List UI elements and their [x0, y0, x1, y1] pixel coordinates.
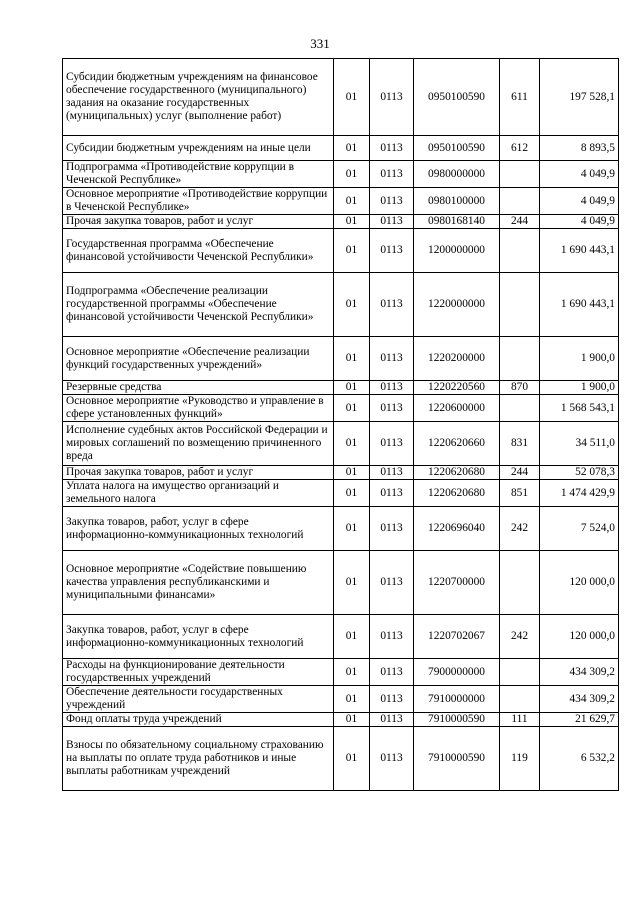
cell-section: 01	[334, 188, 370, 215]
cell-target-article: 1220620680	[414, 480, 500, 507]
cell-section: 01	[334, 229, 370, 273]
budget-table-body	[63, 59, 619, 791]
cell-name: Подпрограмма «Противодействие коррупции в Чеченской Республике»	[63, 161, 334, 188]
cell-target-article: 7910000000	[414, 686, 500, 713]
cell-expense-type	[500, 659, 540, 686]
cell-target-article: 1220702067	[414, 615, 500, 659]
table-row	[63, 59, 619, 136]
cell-expense-type: 119	[500, 727, 540, 791]
cell-expense-type: 242	[500, 507, 540, 551]
cell-target-article: 1220200000	[414, 337, 500, 381]
cell-amount: 434 309,2	[540, 659, 619, 686]
cell-name: Уплата налога на имущество организаций и земельного налога	[63, 480, 334, 507]
cell-expense-type: 611	[500, 59, 540, 136]
cell-subsection: 0113	[370, 136, 414, 161]
cell-section: 01	[334, 507, 370, 551]
table-row	[63, 727, 619, 791]
cell-amount: 4 049,9	[540, 161, 619, 188]
cell-section: 01	[334, 713, 370, 727]
cell-subsection: 0113	[370, 480, 414, 507]
cell-section: 01	[334, 659, 370, 686]
cell-amount: 1 900,0	[540, 381, 619, 395]
cell-target-article: 7900000000	[414, 659, 500, 686]
cell-amount: 34 511,0	[540, 422, 619, 466]
cell-name: Субсидии бюджетным учреждениям на финансовое обеспечение государственного (муниципального) задания на оказание государственных (муниципальных) услуг (выполнение работ)	[63, 59, 334, 136]
cell-expense-type	[500, 686, 540, 713]
cell-amount: 1 690 443,1	[540, 229, 619, 273]
cell-name: Основное мероприятие «Руководство и управление в сфере установленных функций»	[63, 395, 334, 422]
cell-subsection: 0113	[370, 422, 414, 466]
cell-section: 01	[334, 466, 370, 480]
cell-section: 01	[334, 395, 370, 422]
cell-expense-type: 831	[500, 422, 540, 466]
cell-section: 01	[334, 136, 370, 161]
cell-amount: 434 309,2	[540, 686, 619, 713]
cell-name: Закупка товаров, работ, услуг в сфере информационно-коммуникационных технологий	[63, 507, 334, 551]
cell-subsection: 0113	[370, 215, 414, 229]
cell-subsection: 0113	[370, 551, 414, 615]
cell-subsection: 0113	[370, 507, 414, 551]
cell-name: Основное мероприятие «Противодействие коррупции в Чеченской Республике»	[63, 188, 334, 215]
cell-target-article: 0950100590	[414, 59, 500, 136]
table-row	[63, 337, 619, 381]
cell-target-article: 1220620660	[414, 422, 500, 466]
cell-subsection: 0113	[370, 659, 414, 686]
cell-section: 01	[334, 381, 370, 395]
cell-section: 01	[334, 161, 370, 188]
cell-section: 01	[334, 480, 370, 507]
page-number: 331	[310, 36, 330, 51]
cell-expense-type: 244	[500, 466, 540, 480]
cell-section: 01	[334, 686, 370, 713]
table-row	[63, 422, 619, 466]
cell-name: Подпрограмма «Обеспечение реализации государственной программы «Обеспечение финансовой устойчивости Чеченской Республики»	[63, 273, 334, 337]
cell-subsection: 0113	[370, 273, 414, 337]
cell-section: 01	[334, 727, 370, 791]
cell-name: Расходы на функционирование деятельности государственных учреждений	[63, 659, 334, 686]
cell-name: Прочая закупка товаров, работ и услуг	[63, 215, 334, 229]
cell-expense-type: 612	[500, 136, 540, 161]
cell-expense-type: 111	[500, 713, 540, 727]
table-row	[63, 480, 619, 507]
cell-amount: 120 000,0	[540, 615, 619, 659]
cell-section: 01	[334, 59, 370, 136]
cell-amount: 6 532,2	[540, 727, 619, 791]
table-row	[63, 615, 619, 659]
cell-expense-type: 851	[500, 480, 540, 507]
cell-name: Основное мероприятие «Содействие повышению качества управления республиканскими и муниципальными финансами»	[63, 551, 334, 615]
table-row	[63, 395, 619, 422]
cell-amount: 4 049,9	[540, 188, 619, 215]
cell-expense-type	[500, 188, 540, 215]
cell-target-article: 0980168140	[414, 215, 500, 229]
cell-name: Фонд оплаты труда учреждений	[63, 713, 334, 727]
cell-amount: 1 900,0	[540, 337, 619, 381]
cell-subsection: 0113	[370, 337, 414, 381]
cell-name: Субсидии бюджетным учреждениям на иные цели	[63, 136, 334, 161]
cell-amount: 197 528,1	[540, 59, 619, 136]
table-row	[63, 551, 619, 615]
cell-subsection: 0113	[370, 381, 414, 395]
cell-amount: 1 568 543,1	[540, 395, 619, 422]
cell-expense-type: 244	[500, 215, 540, 229]
table-row	[63, 686, 619, 713]
cell-subsection: 0113	[370, 615, 414, 659]
table-row	[63, 188, 619, 215]
cell-name: Исполнение судебных актов Российской Федерации и мировых соглашений по возмещению причиненного вреда	[63, 422, 334, 466]
cell-target-article: 0950100590	[414, 136, 500, 161]
cell-target-article: 7910000590	[414, 727, 500, 791]
cell-target-article: 1220220560	[414, 381, 500, 395]
table-row	[63, 713, 619, 727]
cell-expense-type	[500, 161, 540, 188]
table-row	[63, 273, 619, 337]
cell-target-article: 1220620680	[414, 466, 500, 480]
cell-section: 01	[334, 337, 370, 381]
cell-amount: 52 078,3	[540, 466, 619, 480]
cell-amount: 1 474 429,9	[540, 480, 619, 507]
cell-subsection: 0113	[370, 713, 414, 727]
cell-expense-type	[500, 229, 540, 273]
cell-target-article: 1220696040	[414, 507, 500, 551]
table-row	[63, 659, 619, 686]
table-row	[63, 229, 619, 273]
cell-expense-type	[500, 551, 540, 615]
cell-amount: 120 000,0	[540, 551, 619, 615]
cell-subsection: 0113	[370, 229, 414, 273]
cell-section: 01	[334, 422, 370, 466]
cell-expense-type: 242	[500, 615, 540, 659]
table-row	[63, 161, 619, 188]
cell-section: 01	[334, 551, 370, 615]
cell-subsection: 0113	[370, 686, 414, 713]
table-row	[63, 215, 619, 229]
cell-expense-type	[500, 395, 540, 422]
cell-amount: 1 690 443,1	[540, 273, 619, 337]
table-row	[63, 466, 619, 480]
cell-section: 01	[334, 215, 370, 229]
cell-subsection: 0113	[370, 466, 414, 480]
cell-expense-type	[500, 337, 540, 381]
cell-target-article: 1200000000	[414, 229, 500, 273]
cell-section: 01	[334, 273, 370, 337]
cell-target-article: 0980100000	[414, 188, 500, 215]
budget-table	[62, 58, 619, 791]
cell-subsection: 0113	[370, 59, 414, 136]
cell-amount: 7 524,0	[540, 507, 619, 551]
cell-name: Обеспечение деятельности государственных учреждений	[63, 686, 334, 713]
cell-subsection: 0113	[370, 395, 414, 422]
table-row	[63, 381, 619, 395]
cell-subsection: 0113	[370, 161, 414, 188]
cell-name: Взносы по обязательному социальному страхованию на выплаты по оплате труда работников и иные выплаты работникам учреждений	[63, 727, 334, 791]
cell-name: Прочая закупка товаров, работ и услуг	[63, 466, 334, 480]
cell-amount: 21 629,7	[540, 713, 619, 727]
cell-name: Основное мероприятие «Обеспечение реализации функций государственных учреждений»	[63, 337, 334, 381]
cell-name: Закупка товаров, работ, услуг в сфере информационно-коммуникационных технологий	[63, 615, 334, 659]
cell-section: 01	[334, 615, 370, 659]
cell-target-article: 1220600000	[414, 395, 500, 422]
cell-target-article: 1220700000	[414, 551, 500, 615]
table-row	[63, 136, 619, 161]
cell-amount: 8 893,5	[540, 136, 619, 161]
cell-expense-type	[500, 273, 540, 337]
cell-subsection: 0113	[370, 188, 414, 215]
cell-amount: 4 049,9	[540, 215, 619, 229]
table-row	[63, 507, 619, 551]
cell-target-article: 0980000000	[414, 161, 500, 188]
cell-expense-type: 870	[500, 381, 540, 395]
cell-target-article: 1220000000	[414, 273, 500, 337]
cell-name: Резервные средства	[63, 381, 334, 395]
cell-name: Государственная программа «Обеспечение финансовой устойчивости Чеченской Республики»	[63, 229, 334, 273]
cell-target-article: 7910000590	[414, 713, 500, 727]
cell-subsection: 0113	[370, 727, 414, 791]
